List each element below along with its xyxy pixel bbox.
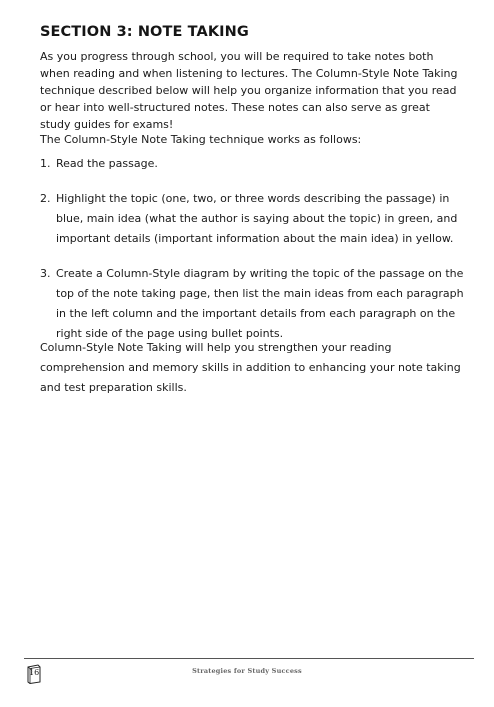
list-item [40,264,465,344]
page-number: 16 [29,668,40,677]
section-heading: SECTION 3: NOTE TAKING [40,24,249,40]
list-item [40,189,465,249]
closing-paragraph: Column-Style Note Taking will help you strengthen your reading comprehension and memory skills in addition to enhancing your note taking and test preparation skills. [40,341,461,394]
technique-intro: The Column-Style Note Taking technique works as follows: [40,133,362,146]
step-number: 1. [40,157,51,170]
footer-divider [24,658,474,659]
list-item [40,154,465,174]
step-text: Create a Column-Style diagram by writing the topic of the passage on the top of the note taking page, then list the main ideas from each paragraph in the left column and the important details from each paragraph on the right side of the page using bullet points. [56,267,464,340]
steps-list [40,154,465,344]
step-number: 2. [40,192,51,205]
running-footer-title: Strategies for Study Success [192,667,302,675]
step-number: 3. [40,267,51,280]
step-text: Highlight the topic (one, two, or three words describing the passage) in blue, main idea (what the author is saying about the topic) in green, and important details (important information about the main idea) in yellow. [56,192,458,245]
step-text: Read the passage. [56,157,158,170]
intro-paragraph: As you progress through school, you will be required to take notes both when reading and when listening to lectures. The Column-Style Note Taking technique described below will help you organize information that you read or hear into well-structured notes. These notes can also serve as great study guides for exams! [40,50,458,131]
